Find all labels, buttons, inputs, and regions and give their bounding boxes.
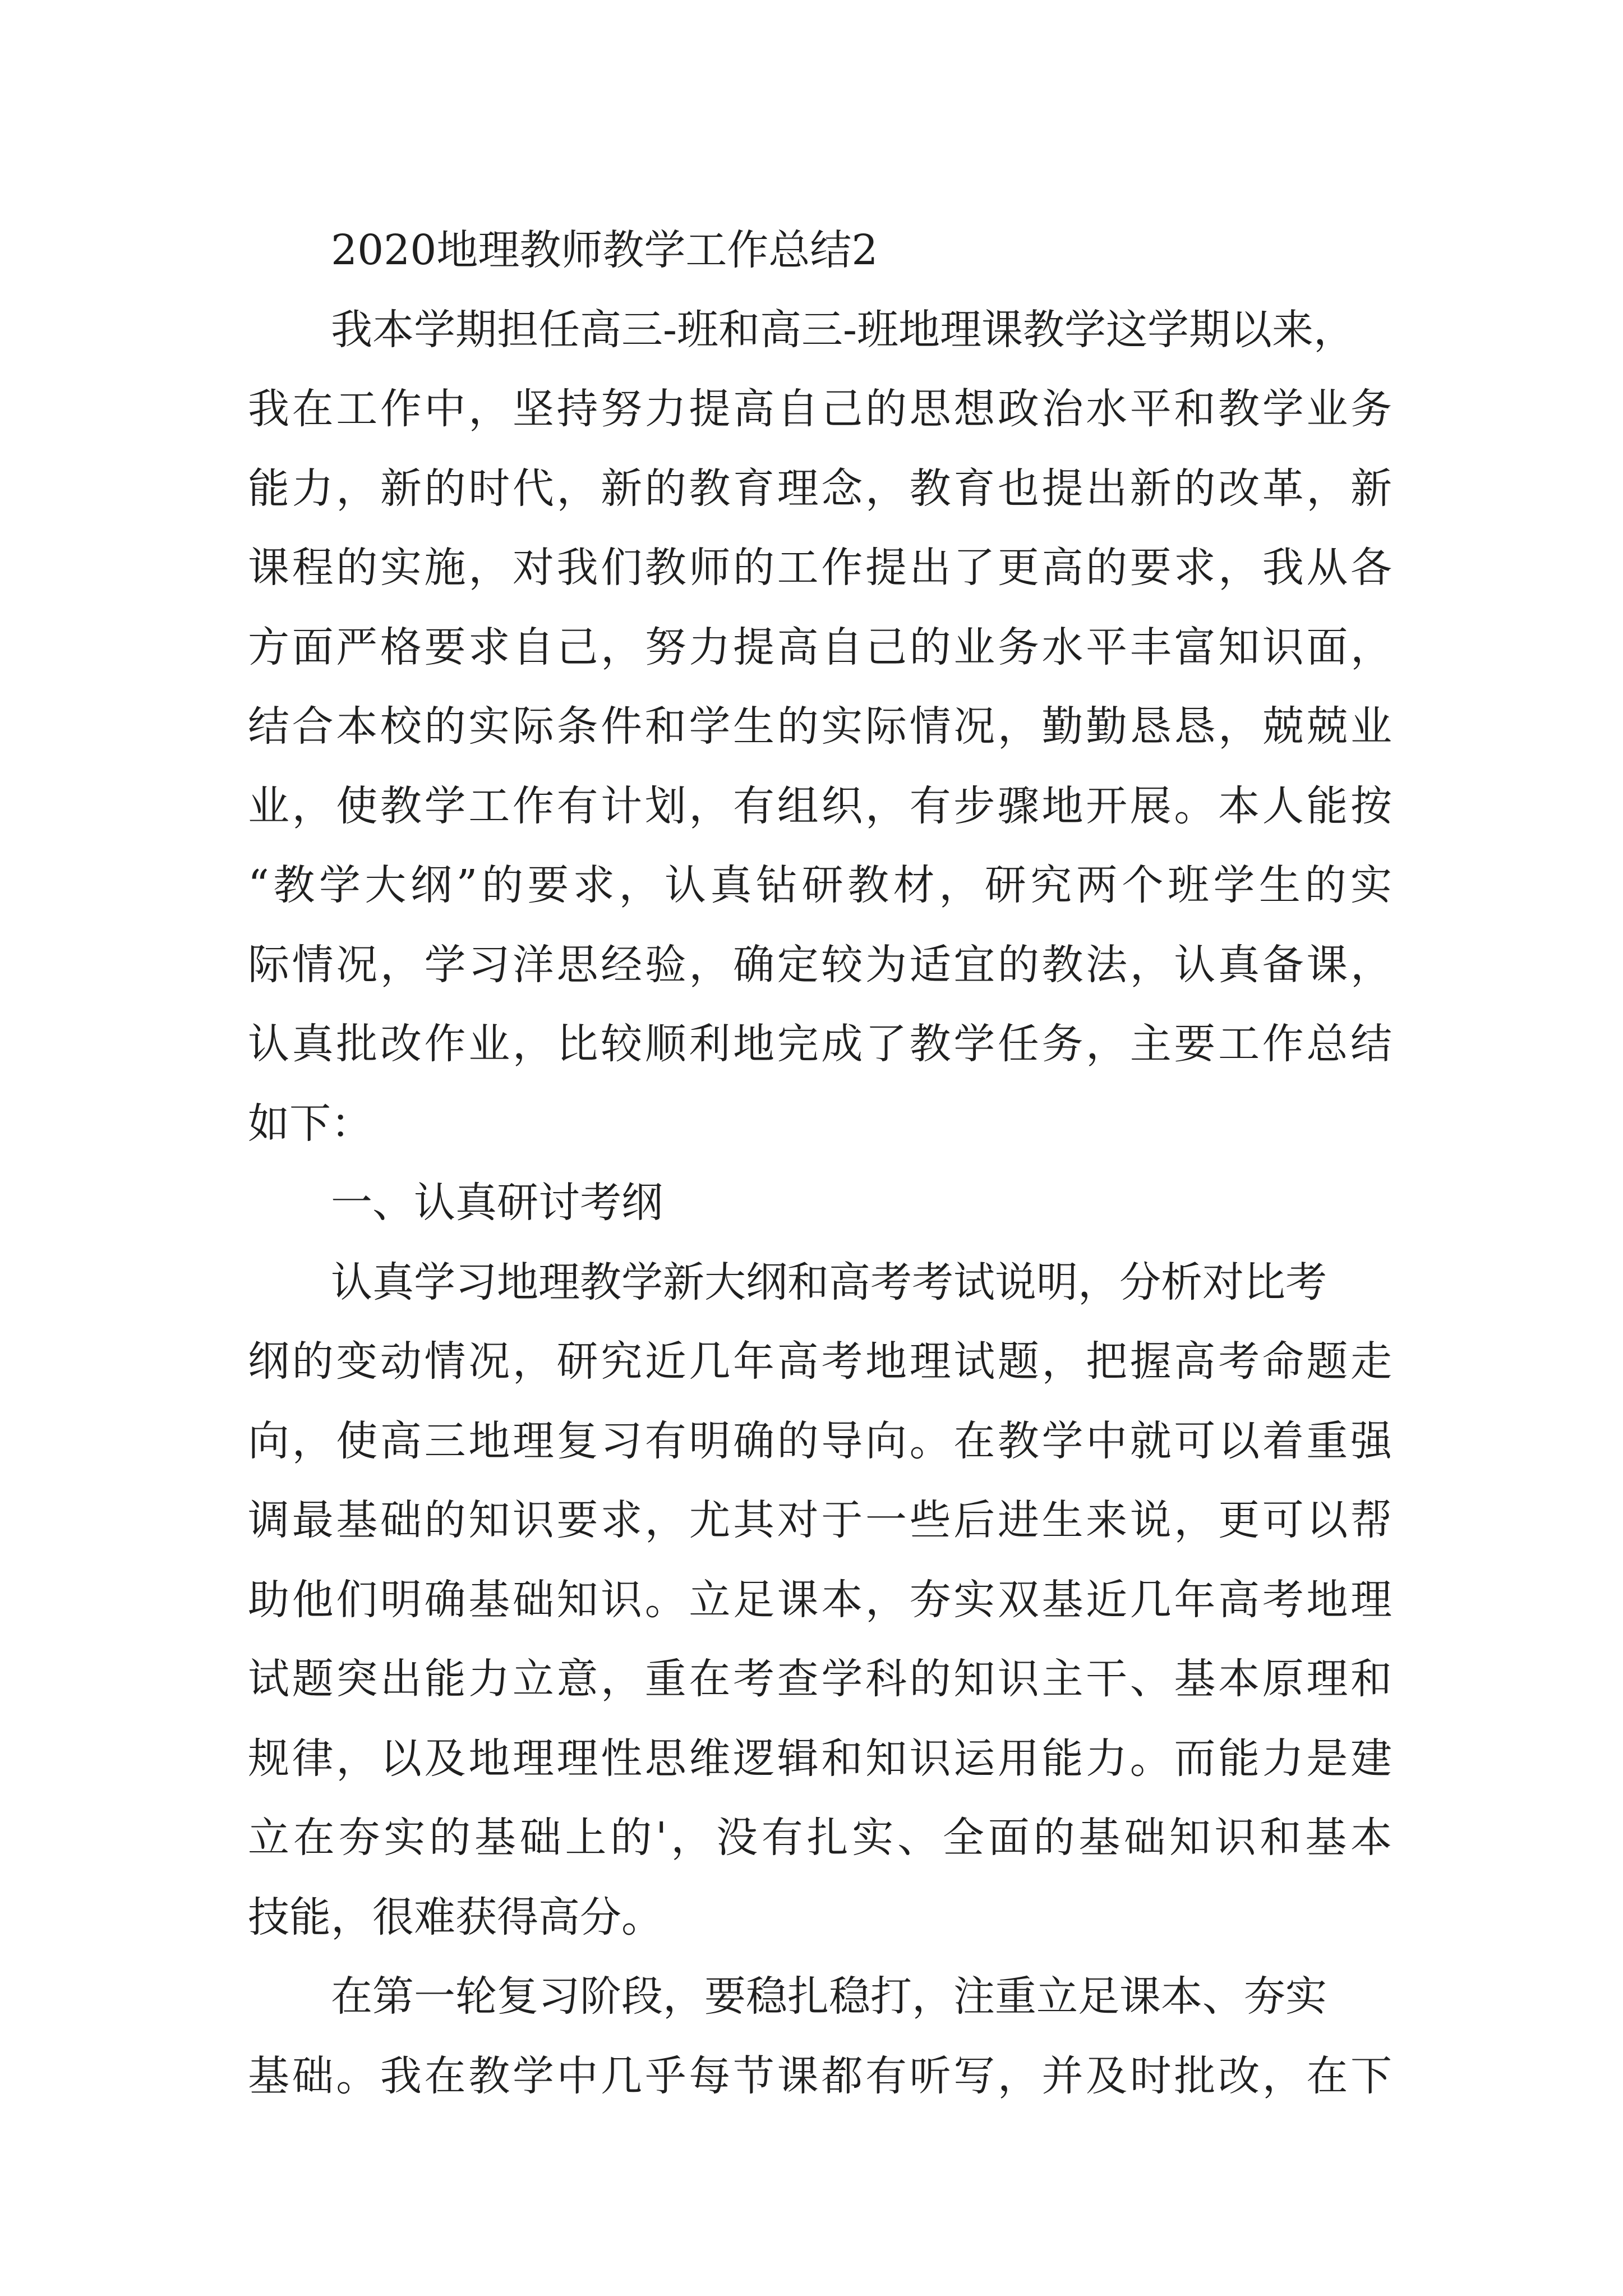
section-heading: 一、认真研讨考纲 bbox=[331, 1179, 663, 1227]
paragraph-line: 方面严格要求自己，努力提高自己的业务水平丰富知识面， bbox=[248, 623, 1392, 671]
paragraph-line: 我在工作中，坚持努力提高自己的思想政治水平和教学业务 bbox=[248, 385, 1392, 433]
paragraph-line: 认真学习地理教学新大纲和高考考试说明，分析对比考 bbox=[331, 1258, 1327, 1306]
paragraph-line: 规律，以及地理理性思维逻辑和知识运用能力。而能力是建 bbox=[248, 1734, 1392, 1783]
paragraph-line: 际情况，学习洋思经验，确定较为适宜的教法，认真备课， bbox=[248, 940, 1392, 989]
document-body bbox=[248, 211, 1392, 2116]
paragraph-1 bbox=[248, 291, 1392, 1164]
paragraph-line: 试题突出能力立意，重在考查学科的知识主干、基本原理和 bbox=[248, 1655, 1392, 1703]
paragraph-line: 能力，新的时代，新的教育理念，教育也提出新的改革，新 bbox=[248, 464, 1392, 513]
paragraph-line: 结合本校的实际条件和学生的实际情况，勤勤恳恳，兢兢业 bbox=[248, 702, 1392, 751]
paragraph-line: “教学大纲”的要求，认真钻研教材，研究两个班学生的实 bbox=[248, 861, 1392, 909]
paragraph-line: 认真批改作业，比较顺利地完成了教学任务，主要工作总结 bbox=[248, 1020, 1392, 1068]
paragraph-3 bbox=[248, 1957, 1392, 2116]
paragraph-line: 立在夯实的基础上的'，没有扎实、全面的基础知识和基本 bbox=[248, 1814, 1392, 1862]
paragraph-line: 在第一轮复习阶段，要稳扎稳打，注重立足课本、夯实 bbox=[331, 1972, 1327, 2021]
document-title: 2020地理教师教学工作总结2 bbox=[331, 226, 878, 274]
paragraph-line: 我本学期担任高三-班和高三-班地理课教学这学期以来， bbox=[331, 305, 1355, 354]
paragraph-line: 助他们明确基础知识。立足课本，夯实双基近几年高考地理 bbox=[248, 1575, 1392, 1624]
paragraph-line: 业，使教学工作有计划，有组织，有步骤地开展。本人能按 bbox=[248, 781, 1392, 830]
paragraph-line: 基础。我在教学中几乎每节课都有听写，并及时批改，在下 bbox=[248, 2051, 1392, 2100]
paragraph-2 bbox=[248, 1243, 1392, 1958]
paragraph-line: 课程的实施，对我们教师的工作提出了更高的要求，我从各 bbox=[248, 544, 1392, 592]
paragraph-line: 向，使高三地理复习有明确的导向。在教学中就可以着重强 bbox=[248, 1416, 1392, 1465]
paragraph-line: 如下： bbox=[248, 1099, 372, 1148]
paragraph-line: 技能，很难获得高分。 bbox=[248, 1893, 663, 1941]
paragraph-line: 纲的变动情况，研究近几年高考地理试题，把握高考命题走 bbox=[248, 1337, 1392, 1386]
paragraph-line: 调最基础的知识要求，尤其对于一些后进生来说，更可以帮 bbox=[248, 1496, 1392, 1544]
